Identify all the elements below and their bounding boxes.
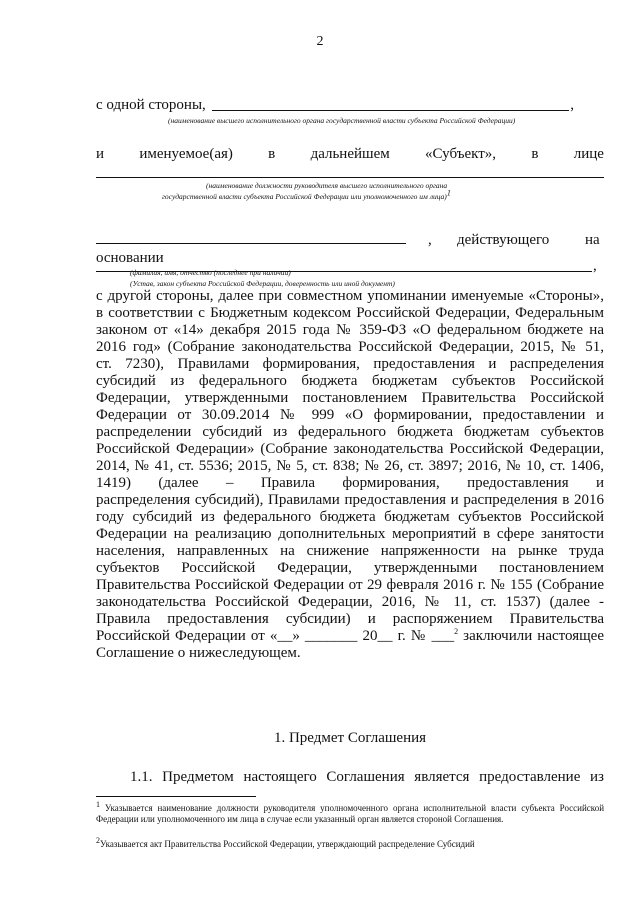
footnote-1 xyxy=(96,800,605,825)
body-line: 1419) (далее – Правила формирования, предоставления и xyxy=(96,475,604,491)
word-further: дальнейшем xyxy=(310,146,390,162)
page-number: 2 xyxy=(316,34,324,49)
footnote-ref-1: 1 xyxy=(446,188,451,198)
body-line: в соответствии с Бюджетным кодексом Российской Федерации, Федеральным xyxy=(96,305,604,321)
body-line: распределения субсидий), Правилами предоставления и распределения в 2016 xyxy=(96,492,604,508)
date-line-text: Российской Федерации от «__» _______ 20__ г. № ___ xyxy=(96,628,455,644)
body-line: законом от «14» декабря 2015 года № 359-ФЗ «О федеральном бюджете на xyxy=(96,322,604,338)
agreement-preamble xyxy=(96,288,604,662)
body-line: субъектов Российской Федерации, утвержденными постановлением xyxy=(96,560,604,576)
body-line: 2014, № 41, ст. 5536; 2015, № 5, ст. 838; № 26, ст. 3897; 2016, № 10, ст. 1406, xyxy=(96,458,604,474)
body-line: Российской Федерации» (Собрание законодательства Российской Федерации, xyxy=(96,441,604,457)
party-one-comma: , xyxy=(570,97,574,113)
note-head-position-b xyxy=(162,188,451,201)
word-acting: действующего xyxy=(457,232,550,248)
basis-document-comma: , xyxy=(593,258,597,274)
footnote-2-text: Указывается акт Правительства Российской Федерации, утверждающий распределение Субсидий xyxy=(100,839,475,849)
footnote-ref-2: 2 xyxy=(454,627,459,636)
footnote-2 xyxy=(96,836,604,850)
note-head-position-b-text: государственной власти субъекта Российской Федерации или уполномоченного им лица) xyxy=(162,192,447,201)
body-line: году субсидий из федерального бюджета бюджетам субъектов Российской xyxy=(96,509,604,525)
party-one-line xyxy=(96,97,574,114)
head-position-blank xyxy=(96,177,604,178)
body-line: Федерации от 30.09.2014 № 999 «О формировании, предоставлении и xyxy=(96,407,604,423)
note-organ-name: (наименование высшего исполнительного органа государственной власти субъекта Российской Федерации) xyxy=(168,116,516,125)
date-line-tail: заключили настоящее xyxy=(458,628,604,644)
body-line: населения, направленных на снижение напряженности на рынке труда xyxy=(96,543,604,559)
representative-blank xyxy=(96,243,406,244)
body-line: с другой стороны, далее при совместном упоминании именуемые «Стороны», xyxy=(96,288,604,304)
note-basis-document: (Устав, закон субъекта Российской Федерации, доверенность или иной документ) xyxy=(130,279,395,288)
word-basis: основании xyxy=(96,250,164,266)
note-head-position-a: (наименование должности руководителя высшего исполнительного органа xyxy=(206,181,448,190)
body-line-date xyxy=(96,628,604,645)
party-one-label: с одной стороны, xyxy=(96,97,206,113)
word-named: именуемое(ая) xyxy=(139,146,233,162)
clause-1-1: 1.1. Предметом настоящего Соглашения является предоставление из xyxy=(130,769,604,785)
body-line: Правила предоставления субсидии) и распоряжением Правительства xyxy=(96,611,604,627)
representative-comma: , xyxy=(428,232,432,248)
body-line: Федерации, утвержденными постановлением Правительства Российской xyxy=(96,390,604,406)
named-subject-line xyxy=(96,146,604,163)
word-person: лице xyxy=(573,146,604,162)
body-line: субсидий из федерального бюджета бюджетам субъектов Российской xyxy=(96,373,604,389)
word-subject: «Субъект», xyxy=(425,146,497,162)
basis-document-blank xyxy=(96,271,592,272)
body-line: распределении субсидий из федерального бюджета бюджетам субъектов xyxy=(96,424,604,440)
body-line-last: Соглашение о нижеследующем. xyxy=(96,645,301,661)
note-full-name: (фамилия, имя, отчество (последнее при наличии) xyxy=(130,268,291,277)
word-in: в xyxy=(268,146,276,162)
body-line: ст. 7230), Правилами формирования, предоставления и распределения xyxy=(96,356,604,372)
footnote-separator xyxy=(96,796,256,797)
footnote-1-mark: 1 xyxy=(96,800,100,809)
word-in-2: в xyxy=(531,146,539,162)
body-line: Федерации на реализацию дополнительных мероприятий в сфере занятости xyxy=(96,526,604,542)
footnote-1-text: Указывается наименование должности руководителя уполномоченного органа исполнительной власти субъекта Российской Федерации или уполномоченного им лица в случае если указанный орган является стороной Соглашения. xyxy=(96,803,605,824)
body-line: законодательства Российской Федерации, 2016, № 11, ст. 1537) (далее - xyxy=(96,594,604,610)
word-on: на xyxy=(585,232,600,248)
section-title: 1. Предмет Соглашения xyxy=(273,730,427,746)
body-line: 2016 год» (Собрание законодательства Российской Федерации, 2015, № 51, xyxy=(96,339,604,355)
party-one-blank xyxy=(212,110,569,111)
word-and: и xyxy=(96,146,105,162)
footnote-2-mark: 2 xyxy=(96,836,100,845)
body-line: Правительства Российской Федерации от 29 февраля 2016 г. № 155 (Собрание xyxy=(96,577,604,593)
